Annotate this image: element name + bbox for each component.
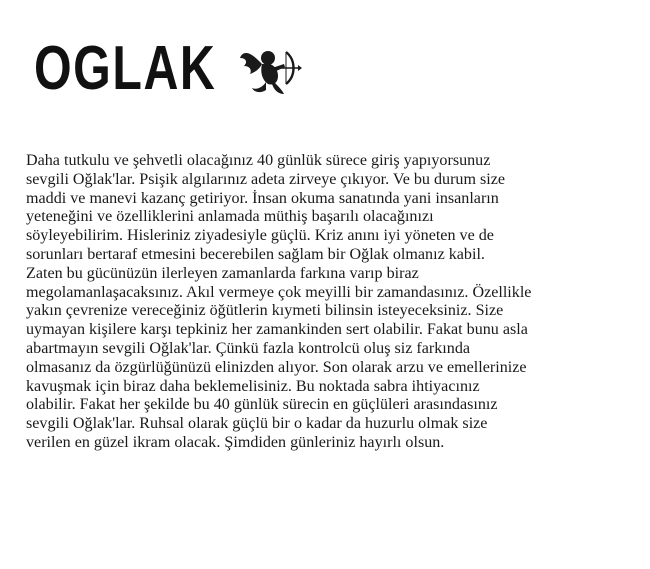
header — [34, 24, 268, 114]
article-line: megolamanlaşacaksınız. Akıl vermeye çok meyilli bir zamandasınız. Özellikle — [26, 283, 532, 301]
page-title: OGLAK — [34, 34, 217, 103]
article-line: verilen en güzel ikram olacak. Şimdiden günleriniz hayırlı olsun. — [26, 433, 445, 451]
article-line: maddi ve manevi kazanç getiriyor. İnsan okuma sanatında yani insanların — [26, 189, 499, 207]
article-line: Daha tutkulu ve şehvetli olacağınız 40 günlük sürece giriş yapıyorsunuz — [26, 152, 491, 169]
article-line: sorunları bertaraf etmesini becerebilen sağlam bir Oğlak olmanız kabil. — [26, 245, 485, 263]
article-line: kavuşmak için biraz daha beklemelisiniz. Bu noktada sabra ihtiyacınız — [26, 377, 480, 395]
cupid-icon — [238, 38, 302, 108]
article-line: söyleyebilirim. Hisleriniz ziyadesiyle güçlü. Kriz anını iyi yöneten ve de — [26, 227, 494, 245]
article-line: olabilir. Fakat her şekilde bu 40 günlük sürecin en güçlüleri arasındasınız — [26, 396, 498, 414]
article-line: yakın çevrenize vereceğiniz öğütlerin kıymeti bilinsin isteyeceksiniz. Size — [26, 302, 504, 320]
article-line: Zaten bu gücünüzün ilerleyen zamanlarda farkına varıp biraz — [26, 264, 419, 282]
article-body — [26, 152, 630, 453]
article-line: sevgili Oğlak'lar. Ruhsal olarak güçlü bir o kadar da huzurlu olmak size — [26, 415, 488, 433]
article-line: olmasanız da özgürlüğünüzü elinizden alıyor. Son olarak arzu ve emellerinize — [26, 358, 527, 376]
article-line: uymayan kişilere karşı tepkiniz her zamankinden sert olabilir. Fakat bunu asla — [26, 321, 528, 339]
article-line: sevgili Oğlak'lar. Psişik algılarınız adeta zirveye çıkıyor. Ve bu durum size — [26, 170, 506, 188]
article-line: abartmayın sevgili Oğlak'lar. Çünkü fazla kontrolcü oluş siz farkında — [26, 339, 471, 357]
article-line: yeteneğini ve özelliklerini anlamada müthiş başarılı olacağınızı — [26, 208, 434, 226]
